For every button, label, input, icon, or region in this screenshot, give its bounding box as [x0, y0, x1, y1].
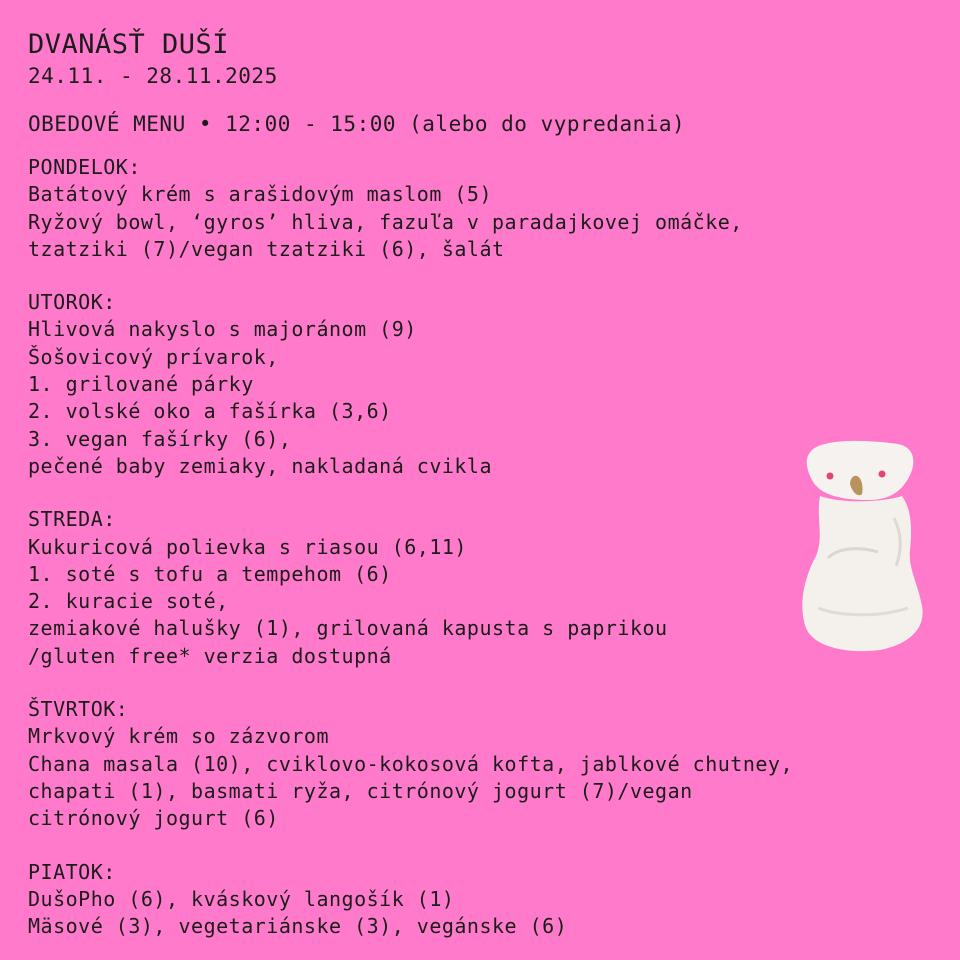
day-name: ŠTVRTOK: — [28, 697, 129, 722]
dish-line: Ryžový bowl, ‘gyros’ hliva, fazuľa v paradajkovej omáčke, — [28, 209, 743, 234]
day-name: PONDELOK: — [28, 155, 141, 179]
day-section — [28, 696, 938, 832]
dish-line: /gluten free* verzia dostupná — [28, 643, 392, 668]
snowman-mascot-image — [798, 438, 928, 656]
dish-line: Batátový krém s arašidovým maslom (5) — [28, 182, 493, 207]
date-range: 24.11. - 28.11.2025 — [28, 64, 278, 88]
dish-line: Kukuricová polievka s riasou (6,11) — [28, 534, 467, 559]
day-name: UTOROK: — [28, 290, 116, 315]
dish-line: 2. volské oko a fašírka (3,6) — [28, 399, 392, 424]
dish-line: zemiakové halušky (1), grilovaná kapusta s paprikou — [28, 616, 668, 641]
menu-heading: OBEDOVÉ MENU • 12:00 - 15:00 (alebo do vypredania) — [28, 112, 686, 136]
dish-line: 3. vegan fašírky (6), — [28, 426, 292, 451]
dish-line: Chana masala (10), cviklovo-kokosová kofta, jablkové chutney, — [28, 751, 794, 776]
day-name: STREDA: — [28, 507, 116, 532]
dish-line: chapati (1), basmati ryža, citrónový jogurt (7)/vegan — [28, 778, 693, 803]
day-section — [28, 859, 938, 941]
dish-line: Mäsové (3), vegetariánske (3), vegánske (6) — [28, 914, 568, 939]
day-name: PIATOK: — [28, 859, 116, 884]
dish-line: 1. soté s tofu a tempehom (6) — [28, 561, 392, 586]
dish-line: 2. kuracie soté, — [28, 589, 229, 614]
restaurant-name: DVANÁSŤ DUŠÍ — [28, 29, 230, 60]
day-section — [28, 154, 938, 263]
dish-line: DušoPho (6), kváskový langošík (1) — [28, 886, 455, 911]
dish-line: tzatziki (7)/vegan tzatziki (6), šalát — [28, 236, 505, 261]
dish-line: 1. grilované párky — [28, 372, 254, 397]
dish-line: Hlivová nakyslo s majoránom (9) — [28, 317, 417, 342]
dish-line: citrónový jogurt (6) — [28, 806, 279, 831]
dish-line: Šošovicový prívarok, — [28, 344, 279, 369]
dish-line: Mrkvový krém so zázvorom — [28, 724, 329, 749]
dish-line: pečené baby zemiaky, nakladaná cvikla — [28, 453, 493, 478]
